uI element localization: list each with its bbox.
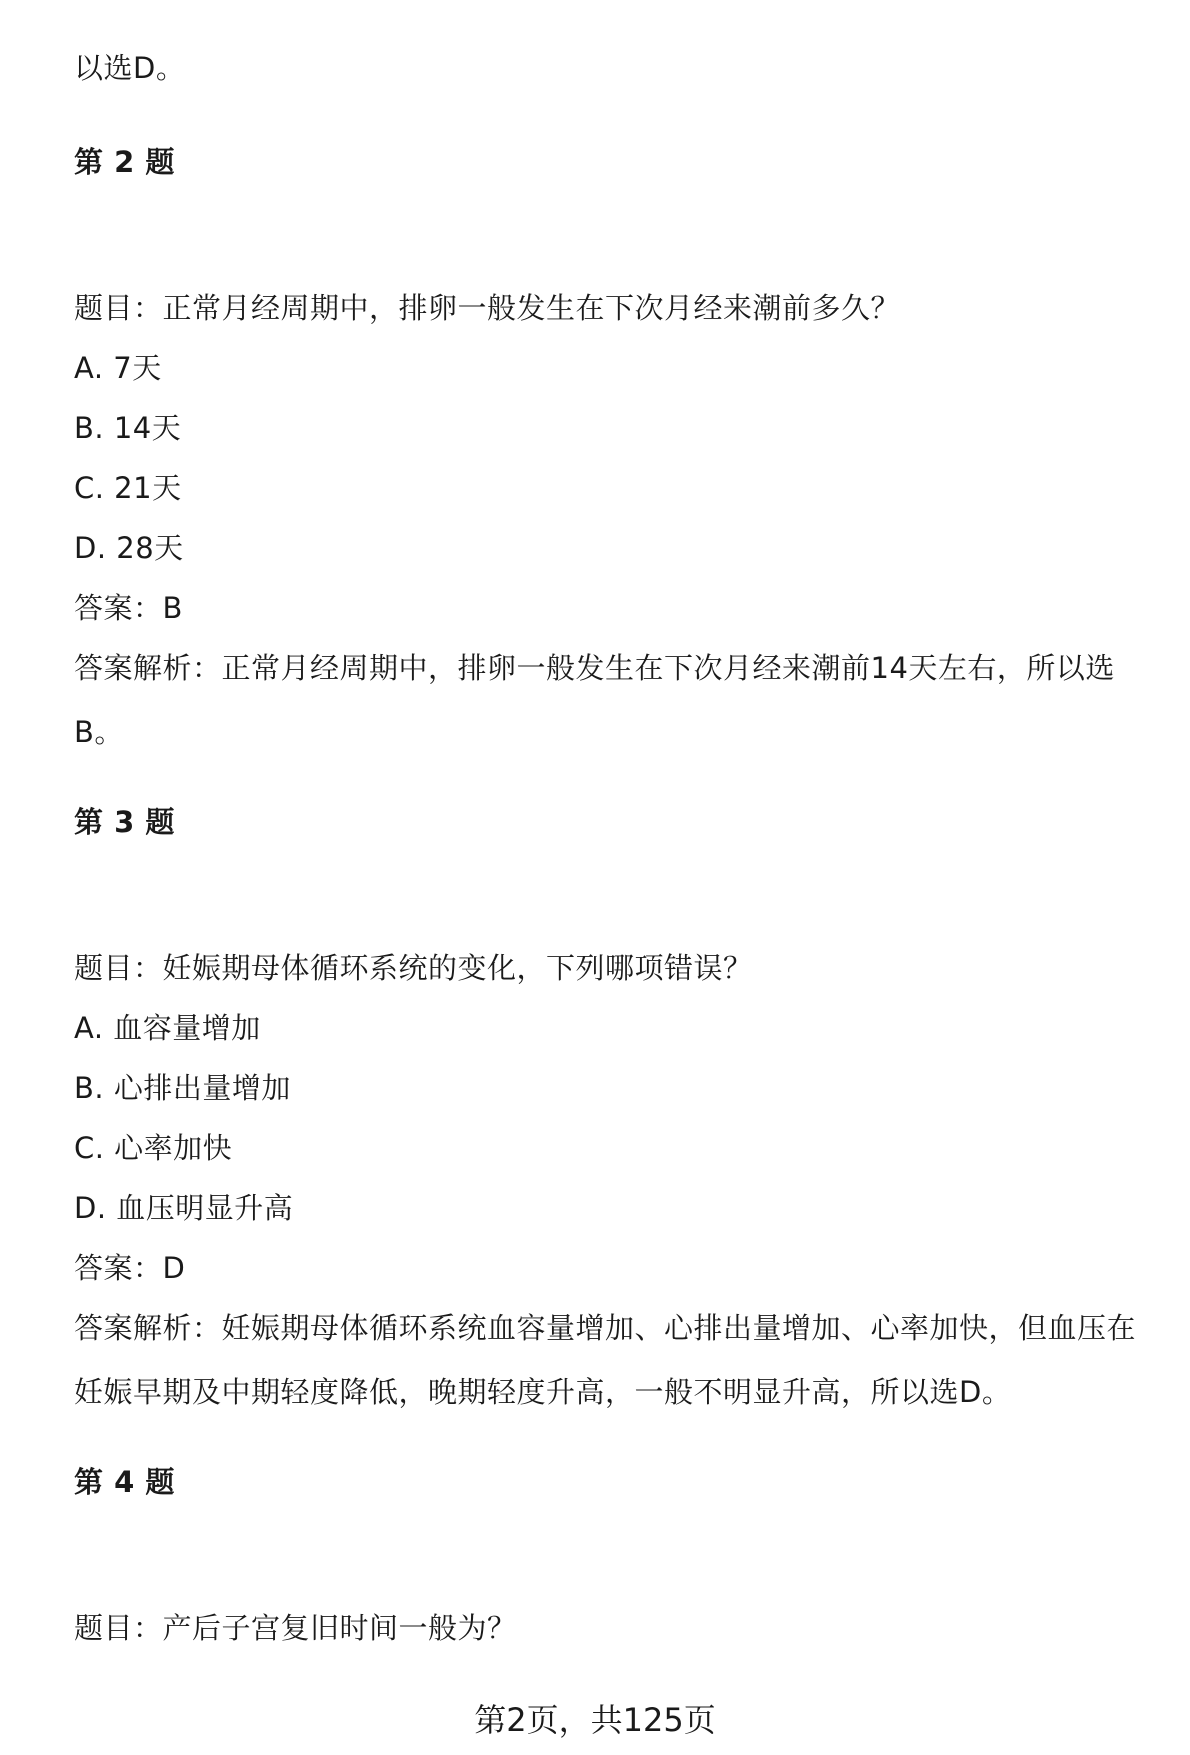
- question-3-option-c: C. 心率加快: [74, 1131, 233, 1165]
- question-2-analysis-line-2: B。: [74, 715, 124, 749]
- page-footer: 第2页，共125页: [474, 1701, 716, 1739]
- question-3-analysis-line-2: 妊娠早期及中期轻度降低，晚期轻度升高，一般不明显升高，所以选D。: [74, 1375, 1012, 1409]
- question-4-stem: 题目：产后子宫复旧时间一般为？: [74, 1611, 517, 1645]
- question-2-option-d: D. 28天: [74, 531, 184, 565]
- question-2-heading: 第 2 题: [74, 145, 175, 179]
- question-3-answer: 答案：D: [74, 1251, 186, 1285]
- question-2-analysis-line-1: 答案解析：正常月经周期中，排卵一般发生在下次月经来潮前14天左右，所以选: [74, 651, 1115, 685]
- previous-analysis-tail: 以选D。: [74, 51, 186, 85]
- question-3-stem: 题目：妊娠期母体循环系统的变化，下列哪项错误？: [74, 951, 753, 985]
- question-3-option-d: D. 血压明显升高: [74, 1191, 294, 1225]
- question-3-option-b: B. 心排出量增加: [74, 1071, 291, 1105]
- question-4-heading: 第 4 题: [74, 1465, 175, 1499]
- question-2-option-c: C. 21天: [74, 471, 182, 505]
- question-2-stem: 题目：正常月经周期中，排卵一般发生在下次月经来潮前多久？: [74, 291, 901, 325]
- question-3-option-a: A. 血容量增加: [74, 1011, 261, 1045]
- question-2-answer: 答案：B: [74, 591, 183, 625]
- question-3-analysis-line-1: 答案解析：妊娠期母体循环系统血容量增加、心排出量增加、心率加快，但血压在: [74, 1311, 1137, 1345]
- question-2-option-b: B. 14天: [74, 411, 182, 445]
- question-2-option-a: A. 7天: [74, 351, 162, 385]
- question-3-heading: 第 3 题: [74, 805, 175, 839]
